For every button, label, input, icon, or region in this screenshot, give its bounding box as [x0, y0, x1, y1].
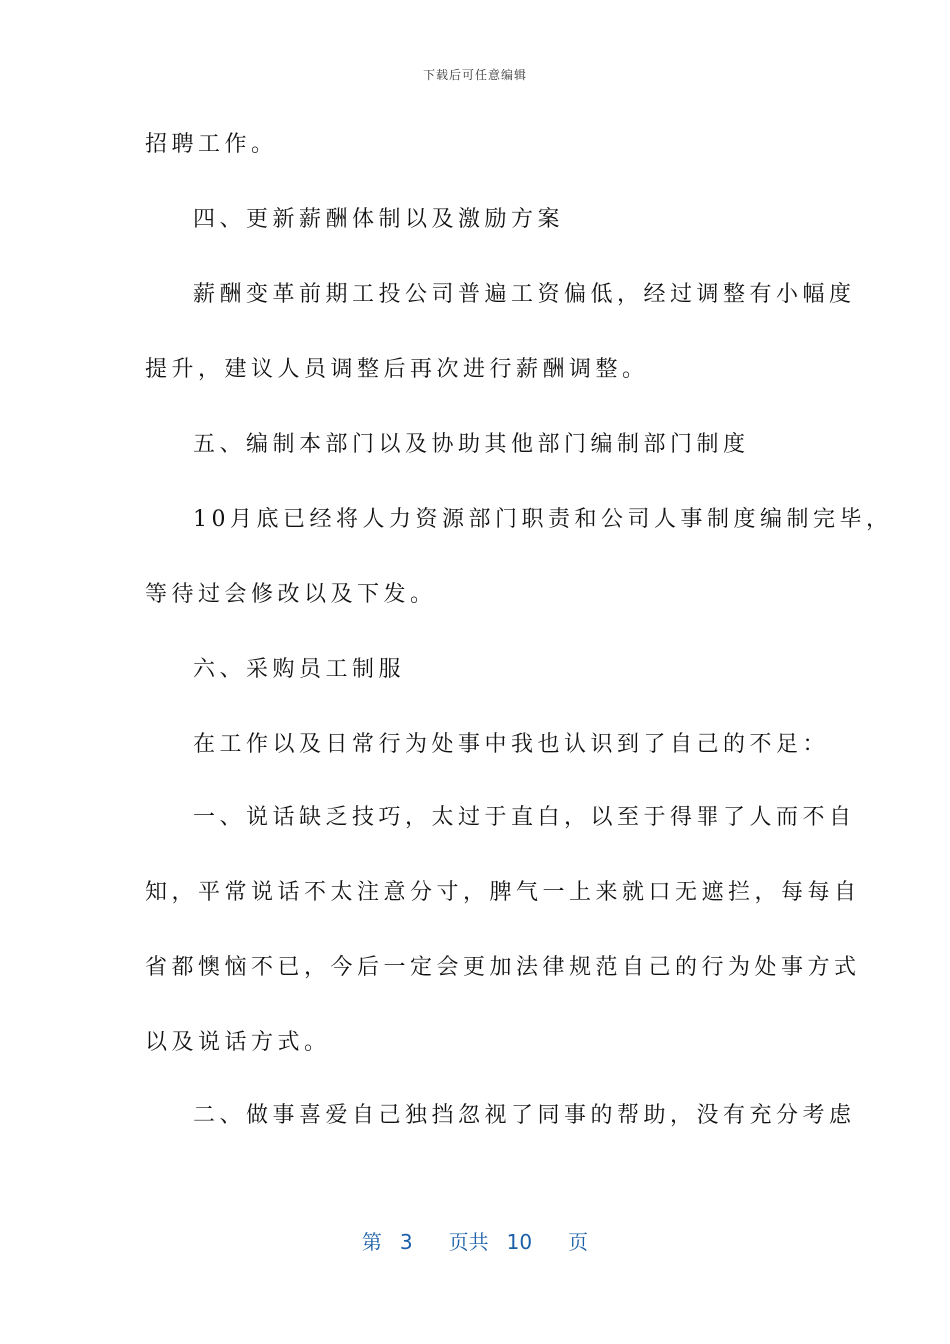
section-heading-4: 四、更新薪酬体制以及激励方案 — [193, 207, 565, 232]
total-pages-number: 10 — [506, 1230, 533, 1254]
footer-prefix: 第 — [361, 1230, 382, 1254]
section-heading-5: 五、编制本部门以及协助其他部门编制部门制度 — [193, 432, 750, 457]
list-item-2: 二、做事喜爱自己独挡忽视了同事的帮助，没有充分考虑 — [193, 1103, 856, 1128]
body-line: 省都懊恼不已，今后一定会更加法律规范自己的行为处事方式 — [145, 955, 861, 980]
body-line: 在工作以及日常行为处事中我也认识到了自己的不足： — [193, 732, 830, 757]
body-line: 10月底已经将人力资源部门职责和公司人事制度编制完毕， — [193, 507, 893, 532]
page-header: 下载后可任意编辑 — [422, 68, 527, 82]
footer-middle: 页共 — [448, 1230, 489, 1254]
body-line: 提升，建议人员调整后再次进行薪酬调整。 — [145, 357, 649, 382]
body-line: 知，平常说话不太注意分寸，脾气一上来就口无遮拦，每每自 — [145, 880, 861, 905]
body-line: 等待过会修改以及下发。 — [145, 582, 437, 607]
list-item-1: 一、说话缺乏技巧，太过于直白，以至于得罪了人而不自 — [193, 805, 856, 830]
body-line: 以及说话方式。 — [145, 1030, 331, 1055]
body-line: 薪酬变革前期工投公司普遍工资偏低，经过调整有小幅度 — [193, 282, 856, 307]
footer-suffix: 页 — [568, 1230, 589, 1254]
current-page-number: 3 — [399, 1230, 413, 1254]
page-footer — [0, 1226, 950, 1255]
body-line-continuation: 招聘工作。 — [145, 132, 278, 157]
section-heading-6: 六、采购员工制服 — [193, 657, 406, 682]
